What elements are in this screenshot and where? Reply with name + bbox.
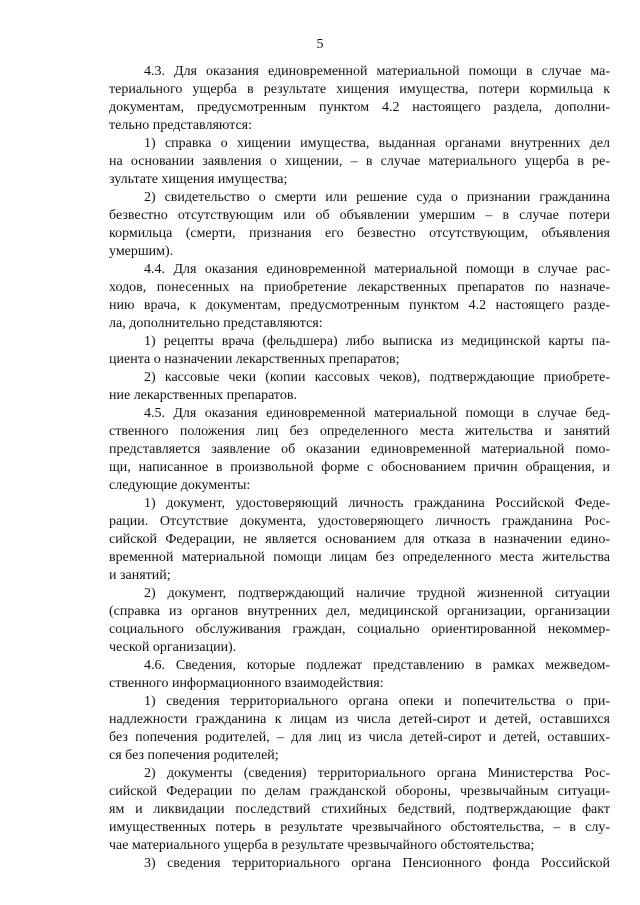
text-line: 1) сведения территориального органа опеки и попечительства о при- bbox=[144, 694, 610, 709]
text-line: щи, написанное в произвольной форме с обоснованием причин обращения, и bbox=[109, 460, 610, 475]
text-line: 4.4. Для оказания единовременной материальной помощи в случае рас- bbox=[144, 262, 610, 277]
text-line: ние лекарственных препаратов. bbox=[109, 388, 297, 403]
text-line: представляется заявление об оказании единовременной материальной помо- bbox=[109, 442, 610, 457]
text-line: 1) документ, удостоверяющий личность гражданина Российской Феде- bbox=[144, 496, 610, 511]
text-line: 4.5. Для оказания единовременной материальной помощи в случае бед- bbox=[144, 406, 610, 421]
text-line: 1) справка о хищении имущества, выданная органами внутренних дел bbox=[144, 136, 610, 151]
text-line: териального ущерба в результате хищения имущества, потери кормильца к bbox=[109, 82, 610, 97]
text-line: 2) документ, подтверждающий наличие трудной жизненной ситуации bbox=[144, 586, 610, 601]
text-line: ям и ликвидации последствий стихийных бедствий, подтверждающие факт bbox=[109, 802, 610, 817]
text-line: рации. Отсутствие документа, удостоверяющего личность гражданина Рос- bbox=[109, 514, 610, 529]
page-number: 5 bbox=[316, 37, 324, 52]
text-line: безвестно отсутствующим или об объявлении умершим – в случае потери bbox=[109, 208, 610, 223]
text-line: и занятий; bbox=[109, 568, 171, 583]
text-line: нию врача, к документам, предусмотренным пунктом 4.2 настоящего разде- bbox=[109, 298, 610, 313]
text-line: умершим). bbox=[109, 244, 174, 259]
text-line: ческой организации). bbox=[109, 640, 237, 655]
text-line: (справка из органов внутренних дел, медицинской организации, организации bbox=[109, 604, 610, 619]
text-line: на основании заявления о хищении, – в случае материального ущерба в ре- bbox=[109, 154, 610, 169]
text-line: 3) сведения территориального органа Пенсионного фонда Российской bbox=[144, 856, 610, 871]
text-line: временной материальной помощи лицам без определенного места жительства bbox=[109, 550, 610, 565]
text-line: 2) свидетельство о смерти или решение суда о признании гражданина bbox=[144, 190, 610, 205]
text-line: 4.3. Для оказания единовременной материальной помощи в случае ма- bbox=[144, 64, 610, 79]
text-line: следующие документы: bbox=[109, 478, 251, 493]
text-line: надлежности гражданина к лицам из числа детей-сирот и детей, оставшихся bbox=[109, 712, 610, 727]
text-line: 4.6. Сведения, которые подлежат представлению в рамках межведом- bbox=[144, 658, 610, 673]
text-line: ственного положения лиц без определенного места жительства и занятий bbox=[109, 424, 610, 439]
text-line: зультате хищения имущества; bbox=[109, 172, 288, 187]
text-line: документам, предусмотренным пунктом 4.2 настоящего раздела, дополни- bbox=[109, 100, 610, 115]
text-line: кормильца (смерти, признания его безвестно отсутствующим, объявления bbox=[109, 226, 610, 241]
document-body bbox=[109, 63, 610, 873]
text-line: сийской Федерации по делам гражданской обороны, чрезвычайным ситуаци- bbox=[109, 784, 610, 799]
text-line: 1) рецепты врача (фельдшера) либо выписка из медицинской карты па- bbox=[144, 334, 610, 349]
text-line: ственного информационного взаимодействия: bbox=[109, 676, 384, 691]
text-line: тельно представляются: bbox=[109, 118, 253, 133]
text-line: 2) кассовые чеки (копии кассовых чеков), подтверждающие приобрете- bbox=[144, 370, 610, 385]
text-line: ся без попечения родителей; bbox=[109, 748, 279, 763]
text-line: социального обслуживания граждан, социально ориентированной некоммер- bbox=[109, 622, 610, 637]
text-line: циента о назначении лекарственных препаратов; bbox=[109, 352, 400, 367]
text-line: 2) документы (сведения) территориального органа Министерства Рос- bbox=[144, 766, 610, 781]
text-line: без попечения родителей, – для лиц из числа детей-сирот и детей, оставших- bbox=[109, 730, 610, 745]
text-line: сийской Федерации, не является основанием для отказа в назначении едино- bbox=[109, 532, 610, 547]
text-line: ла, дополнительно представляются: bbox=[109, 316, 323, 331]
text-line: ходов, понесенных на приобретение лекарственных препаратов по назначе- bbox=[109, 280, 610, 295]
text-line: имущественных потерь в результате чрезвычайного обстоятельства, – в слу- bbox=[109, 820, 610, 835]
text-line: чае материального ущерба в результате чрезвычайного обстоятельства; bbox=[109, 838, 535, 853]
